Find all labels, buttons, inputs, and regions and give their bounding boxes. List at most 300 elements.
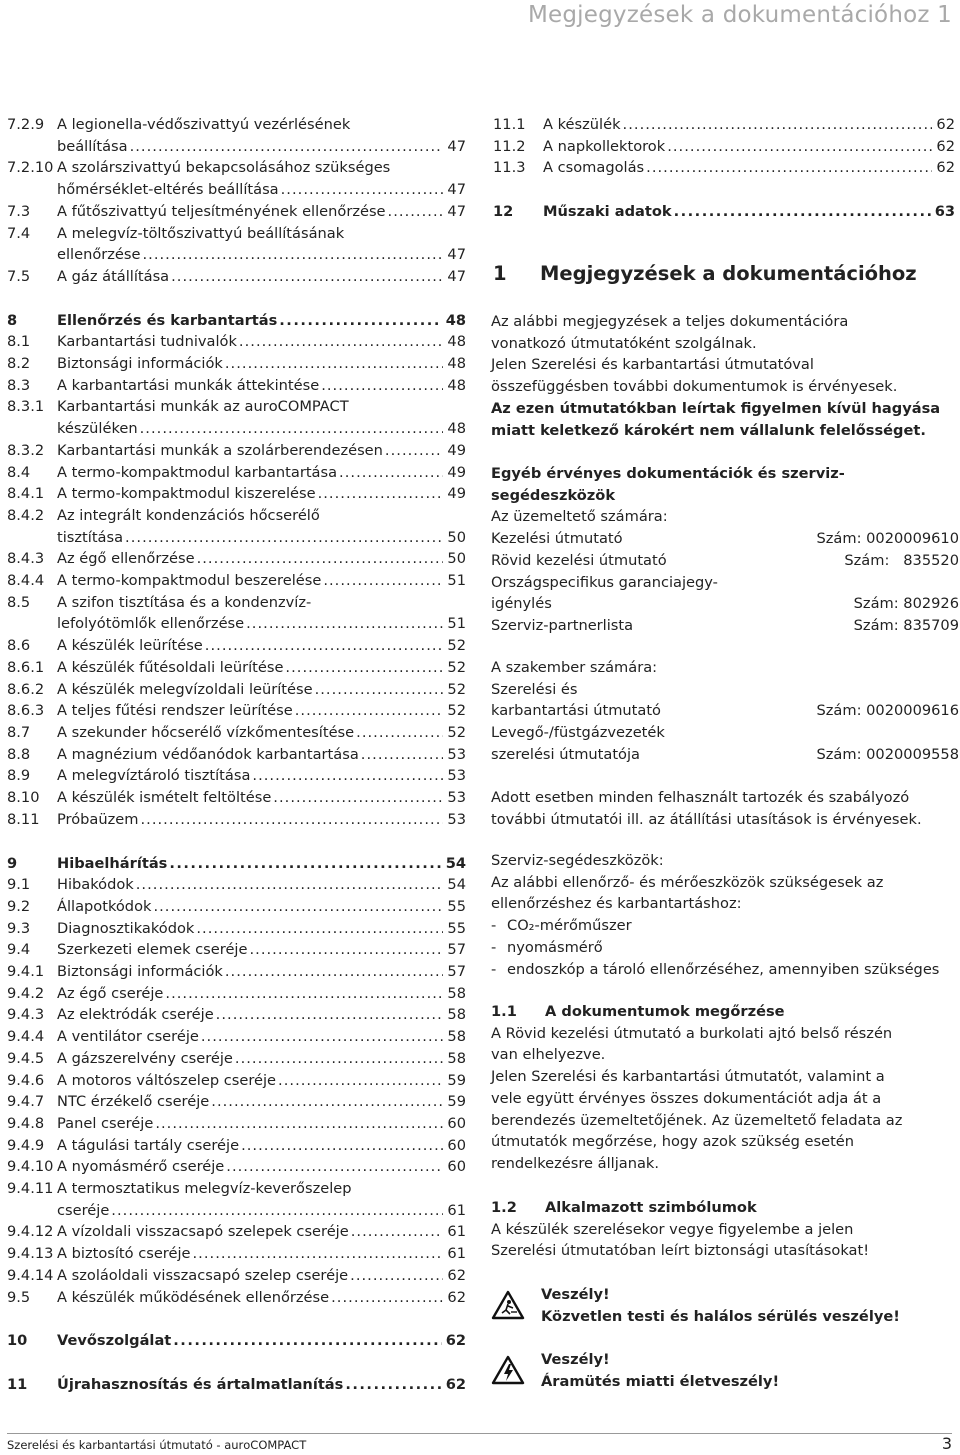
document-name: Szerelési és [491, 680, 578, 698]
toc-page-number: 58 [447, 1028, 466, 1046]
document-number: Szám: 835520 [844, 551, 959, 569]
paragraph-line: A készülék szerelésekor vegye figyelembe a jelen [491, 1220, 854, 1238]
toc-number: 12 [493, 203, 514, 221]
toc-number: 9.4.6 [7, 1071, 45, 1089]
toc-leader-dots [140, 809, 443, 831]
toc-chapter-entry[interactable] [493, 201, 955, 223]
toc-leader-dots [361, 744, 444, 766]
toc-entry[interactable] [7, 483, 466, 505]
toc-entry[interactable] [7, 505, 466, 548]
toc-title-line: A vízoldali visszacsapó szelepek cseréje [57, 1223, 349, 1241]
toc-leader-dots [278, 1070, 443, 1092]
liability-note: Az ezen útmutatókban leírtak figyelmen kívül hagyása [491, 399, 941, 417]
toc-page-number: 62 [447, 1288, 466, 1306]
toc-title-line: A készülék [543, 116, 621, 133]
toc-leader-dots [125, 527, 443, 549]
toc-title-line: A gáz átállítása [57, 267, 170, 285]
section-1-1 [491, 1001, 959, 1175]
toc-title-line: Karbantartási munkák az aurоCOMPACT [57, 398, 349, 416]
toc-title-line: hőmérséklet-eltérés beállítása [57, 181, 279, 199]
installer-label: A szakember számára: [491, 659, 658, 676]
toc-number: 9 [7, 854, 18, 872]
toc-number: 11 [7, 1375, 28, 1393]
toc-page-number: 47 [447, 267, 466, 285]
toc-entry[interactable] [7, 1178, 466, 1221]
paragraph-line: van elhelyezve. [491, 1046, 606, 1064]
toc-entry[interactable] [7, 331, 466, 353]
toc-leader-dots [205, 635, 444, 657]
toc-title-line: A melegvíztároló tisztítása [57, 767, 251, 785]
toc-number: 8.6.1 [7, 658, 45, 676]
toc-title-line: Biztonsági információk [57, 355, 223, 373]
toc-leader-dots [130, 136, 444, 158]
toc-entry[interactable] [7, 1113, 466, 1135]
toc-leader-dots [169, 853, 441, 875]
toc-title-line: A készülék fűtésoldali leürítése [57, 658, 284, 676]
toc-page-number: 55 [447, 897, 466, 915]
toc-number: 9.4 [7, 941, 31, 959]
section-title: Megjegyzések a dokumentációhoz [540, 262, 917, 285]
toc-page-number: 47 [447, 246, 466, 264]
toc-page-number: 63 [934, 203, 955, 221]
section-1-2 [491, 1197, 959, 1262]
toc-entry[interactable] [7, 440, 466, 462]
toc-number: 9.4.3 [7, 1006, 45, 1024]
toc-number: 9.4.13 [7, 1245, 54, 1263]
toc-title-line: Biztonsági információk [57, 963, 223, 981]
toc-entry[interactable] [7, 1070, 466, 1092]
warning-title: Veszély! [541, 1351, 610, 1368]
toc-number: 8.4.1 [7, 485, 45, 503]
toc-leader-dots [388, 201, 444, 223]
toc-title-line: A ventilátor cseréje [57, 1028, 199, 1046]
toc-page-number: 53 [447, 810, 466, 828]
toc-number: 8.5 [7, 593, 31, 611]
tools-list [491, 915, 959, 980]
other-documents [491, 463, 959, 637]
toc-title-line: Vevőszolgálat [57, 1332, 172, 1350]
toc-leader-dots [321, 375, 443, 397]
toc-leader-dots [345, 1374, 441, 1396]
toc-entry[interactable] [7, 896, 466, 918]
toc-leader-dots [674, 201, 931, 223]
toc-number: 9.4.11 [7, 1180, 54, 1198]
toc-number: 9.2 [7, 897, 31, 915]
toc-page-number: 49 [447, 463, 466, 481]
toc-leader-dots [315, 679, 444, 701]
toc-entry[interactable] [7, 375, 466, 397]
toc-gap [7, 288, 466, 310]
toc-page-number: 49 [447, 441, 466, 459]
toc-entry[interactable] [7, 983, 466, 1005]
toc-chapter-entry[interactable] [7, 1330, 466, 1352]
document-name: Szerviz-partnerlista [491, 616, 634, 634]
toc-number: 8.3.2 [7, 441, 45, 459]
toc-page-number: 62 [445, 1375, 466, 1393]
toc-page-number: 52 [447, 658, 466, 676]
toc-number: 9.4.12 [7, 1223, 54, 1241]
section-heading-1-1: 1.1 A dokumentumok megőrzése [491, 1003, 785, 1020]
toc-number: 8.6.3 [7, 702, 45, 720]
toc-title-line: A készülék működésének ellenőrzése [57, 1288, 330, 1306]
toc-entry[interactable] [493, 114, 955, 136]
toc-title-line: Hibaelhárítás [57, 854, 168, 872]
toc-entry[interactable] [7, 1243, 466, 1265]
intro-line: Az alábbi megjegyzések a teljes dokumentációra [491, 313, 849, 330]
warning-electric-shock [491, 1349, 779, 1392]
other-docs-title: segédeszközök [491, 486, 616, 504]
toc-entry[interactable] [7, 223, 466, 266]
toc-leader-dots [165, 983, 443, 1005]
toc-page-number: 57 [447, 963, 466, 981]
list-item: - nyomásmérő [491, 938, 603, 956]
toc-title-line: A szolárszivattyú bekapcsolásához szükséges [57, 159, 391, 177]
footer-document-title: Szerelési és karbantartási útmutató - aurоCOMPACT [7, 1438, 307, 1452]
toc-entry[interactable] [7, 114, 466, 157]
toc-title-line: Műszaki adatok [543, 203, 672, 221]
toc-title-line: A termo-kompaktmodul kiszerelése [57, 485, 316, 503]
toc-entry[interactable] [7, 1135, 466, 1157]
document-name: karbantartási útmutató [491, 702, 661, 720]
document-number: Szám: 0020009616 [816, 702, 959, 720]
toc-page-number: 62 [447, 1266, 466, 1284]
document-row [491, 615, 959, 637]
document-row [491, 528, 959, 550]
toc-title-line: Az integrált kondenzációs hőcserélő [57, 506, 320, 524]
toc-number: 9.4.1 [7, 963, 45, 981]
toc-number: 7.4 [7, 224, 31, 242]
toc-title-line: A csomagolás [543, 159, 645, 177]
toc-title-line: A tágulási tartály cseréje [57, 1136, 240, 1154]
toc-entry[interactable] [7, 657, 466, 679]
document-row [491, 593, 959, 615]
page-number: 3 [941, 1434, 952, 1453]
paragraph-line: berendezés üzemeltetőjének. Az üzemeltető feladata az [491, 1111, 903, 1129]
toc-title-line: A szoláoldali visszacsapó szelep cseréje [57, 1266, 349, 1284]
toc-leader-dots [279, 310, 441, 332]
toc-leader-dots [235, 1048, 444, 1070]
toc-leader-dots [273, 787, 443, 809]
table-of-contents-right [493, 114, 955, 223]
toc-page-number: 50 [447, 550, 466, 568]
toc-entry[interactable] [7, 809, 466, 831]
document-row [491, 572, 959, 594]
toc-title-line: készüléken [57, 420, 138, 438]
toc-entry[interactable] [7, 353, 466, 375]
toc-title-line: Panel cseréje [57, 1114, 154, 1132]
toc-number: 8 [7, 311, 18, 329]
toc-leader-dots [211, 1091, 443, 1113]
document-row [491, 722, 959, 744]
toc-gap [7, 831, 466, 853]
toc-leader-dots [226, 1156, 443, 1178]
toc-page-number: 52 [447, 723, 466, 741]
paragraph-line: vele együtt érvényes összes dokumentációt adja át a [491, 1089, 882, 1107]
toc-page-number: 50 [447, 528, 466, 546]
toc-number: 9.4.7 [7, 1093, 45, 1111]
toc-leader-dots [193, 1243, 444, 1265]
toc-leader-dots [246, 613, 443, 635]
toc-entry[interactable] [7, 1048, 466, 1070]
toc-entry[interactable] [7, 396, 466, 439]
toc-title-line: NTC érzékelő cseréje [57, 1093, 210, 1111]
toc-leader-dots [111, 1200, 443, 1222]
toc-number: 8.4 [7, 463, 31, 481]
toc-entry[interactable] [7, 722, 466, 744]
toc-page-number: 57 [447, 941, 466, 959]
section-heading-1 [493, 262, 917, 285]
toc-entry[interactable] [7, 679, 466, 701]
toc-number: 9.4.5 [7, 1049, 45, 1067]
warning-title: Veszély! [541, 1286, 610, 1303]
liability-note: miatt keletkező károkért nem vállalunk felelősséget. [491, 421, 926, 439]
toc-title-line: Karbantartási munkák a szolárberendezésen [57, 441, 383, 459]
toc-entry[interactable] [7, 787, 466, 809]
toc-title-line: A melegvíz-töltőszivattyú beállításának [57, 224, 345, 242]
toc-entry[interactable] [7, 201, 466, 223]
section-number: 1 [493, 262, 507, 285]
document-name: Rövid kezelési útmutató [491, 551, 667, 569]
toc-title-line: A szifon tisztítása és a kondenzvíz- [57, 593, 312, 611]
toc-page-number: 55 [447, 919, 466, 937]
toc-title-line: Az elektródák cseréje [57, 1006, 214, 1024]
toc-page-number: 58 [447, 1049, 466, 1067]
toc-page-number: 62 [936, 137, 955, 155]
toc-entry[interactable] [7, 266, 466, 288]
toc-page-number: 62 [445, 1332, 466, 1350]
toc-page-number: 53 [447, 767, 466, 785]
installer-documents [491, 657, 959, 766]
section-heading-1-2: 1.2 Alkalmazott szimbólumok [491, 1199, 757, 1216]
document-number: Szám: 835709 [853, 616, 959, 634]
toc-leader-dots [281, 179, 444, 201]
toc-number: 9.4.2 [7, 984, 45, 1002]
toc-entry[interactable] [7, 157, 466, 200]
toc-chapter-entry[interactable] [7, 853, 466, 875]
toc-entry[interactable] [7, 700, 466, 722]
toc-title-line: Diagnosztikakódok [57, 919, 195, 937]
toc-leader-dots [339, 462, 443, 484]
toc-number: 8.9 [7, 767, 31, 785]
toc-page-number: 51 [447, 572, 466, 590]
toc-number: 7.3 [7, 202, 31, 220]
toc-title-line: A fűtőszivattyú teljesítményének ellenőrzése [57, 202, 386, 220]
electric-shock-icon [491, 1355, 525, 1385]
toc-leader-dots [351, 1221, 444, 1243]
toc-number: 8.8 [7, 745, 31, 763]
document-name: Levegő-/füstgázvezeték [491, 724, 665, 742]
toc-page-number: 53 [447, 745, 466, 763]
toc-title-line: Ellenőrzés és karbantartás [57, 311, 278, 329]
toc-page-number: 60 [447, 1158, 466, 1176]
toc-leader-dots [667, 136, 932, 158]
paragraph-line: rendelkezésre álljanak. [491, 1154, 659, 1172]
toc-page-number: 54 [447, 876, 466, 894]
toc-title-line: A legionella-védőszivattyú vezérlésének [57, 116, 351, 133]
toc-leader-dots [239, 331, 444, 353]
toc-chapter-entry[interactable] [7, 310, 466, 332]
toc-entry[interactable] [7, 918, 466, 940]
toc-page-number: 48 [447, 333, 466, 351]
footer-divider [7, 1433, 952, 1434]
toc-number: 8.4.3 [7, 550, 45, 568]
toc-entry[interactable] [7, 548, 466, 570]
toc-title-line: Karbantartási tudnivalók [57, 333, 237, 351]
toc-entry[interactable] [7, 939, 466, 961]
toc-title-line: A magnézium védőanódok karbantartása [57, 745, 359, 763]
toc-leader-dots [623, 114, 933, 136]
toc-leader-dots [197, 548, 444, 570]
toc-title-line: A biztosító cseréje [57, 1245, 191, 1263]
toc-entry[interactable] [7, 592, 466, 635]
toc-entry[interactable] [7, 744, 466, 766]
toc-leader-dots [136, 874, 444, 896]
operator-docs-list [491, 528, 959, 637]
toc-page-number: 58 [447, 1006, 466, 1024]
toc-title-line: beállítása [57, 137, 128, 155]
toc-leader-dots [285, 657, 443, 679]
toc-entry[interactable] [7, 1091, 466, 1113]
toc-title-line: Az égő ellenőrzése [57, 550, 195, 568]
toc-number: 8.3 [7, 376, 31, 394]
toc-entry[interactable] [493, 136, 955, 158]
installer-docs-list [491, 679, 959, 766]
toc-entry[interactable] [7, 1004, 466, 1026]
toc-page-number: 48 [447, 376, 466, 394]
toc-gap [493, 179, 955, 201]
toc-entry[interactable] [7, 874, 466, 896]
toc-leader-dots [350, 1265, 443, 1287]
toc-entry[interactable] [7, 1221, 466, 1243]
toc-leader-dots [142, 244, 443, 266]
toc-title-line: A gázszerelvény cseréje [57, 1049, 233, 1067]
document-row [491, 679, 959, 701]
intro-line: vonatkozó útmutatóként szolgálnak. [491, 334, 757, 352]
toc-entry[interactable] [7, 961, 466, 983]
toc-leader-dots [140, 418, 444, 440]
toc-leader-dots [295, 700, 444, 722]
toc-leader-dots [225, 353, 444, 375]
toc-page-number: 47 [447, 181, 466, 199]
toc-leader-dots [331, 1287, 443, 1309]
toc-entry[interactable] [7, 1265, 466, 1287]
toc-number: 11.3 [493, 159, 526, 177]
service-tools-intro: ellenőrzéshez és karbantartáshoz: [491, 895, 742, 913]
toc-title-line: A motoros váltószelep cseréje [57, 1071, 277, 1089]
toc-entry[interactable] [7, 462, 466, 484]
toc-entry[interactable] [7, 1287, 466, 1309]
toc-title-line: Próbaüzem [57, 810, 139, 828]
toc-page-number: 61 [447, 1223, 466, 1241]
intro-line: Jelen Szerelési és karbantartási útmutatóval [491, 356, 814, 374]
intro-line: összefüggésben további dokumentumok is érvényesek. [491, 378, 898, 396]
toc-page-number: 52 [447, 680, 466, 698]
toc-entry[interactable] [7, 1156, 466, 1178]
toc-page-number: 47 [447, 137, 466, 155]
page-header-title: Megjegyzések a dokumentációhoz 1 [527, 2, 952, 28]
toc-page-number: 53 [447, 789, 466, 807]
document-row [491, 700, 959, 722]
toc-leader-dots [252, 765, 443, 787]
paragraph-line: Szerelési útmutatóban leírt biztonsági utasításokat! [491, 1242, 870, 1260]
toc-page-number: 60 [447, 1114, 466, 1132]
toc-number: 11.2 [493, 137, 526, 155]
document-row [491, 744, 959, 766]
toc-page-number: 48 [445, 311, 466, 329]
toc-page-number: 48 [447, 420, 466, 438]
toc-title-line: tisztítása [57, 528, 124, 546]
toc-title-line: A szekunder hőcserélő vízkőmentesítése [57, 723, 355, 741]
toc-number: 7.2.9 [7, 116, 45, 133]
table-of-contents-left [7, 114, 466, 1396]
toc-page-number: 48 [447, 355, 466, 373]
toc-page-number: 61 [447, 1201, 466, 1219]
list-item: - endoszkóp a tároló ellenőrzéséhez, amennyiben szükséges [491, 960, 940, 978]
toc-leader-dots [173, 1330, 441, 1352]
toc-leader-dots [646, 157, 932, 179]
paragraph-line: útmutatók megőrzése, hogy azok szükség esetén [491, 1133, 855, 1151]
toc-entry[interactable] [7, 570, 466, 592]
toc-title-line: A teljes fűtési rendszer leürítése [57, 702, 293, 720]
toc-leader-dots [356, 722, 443, 744]
paragraph-line: A Rövid kezelési útmutató a burkolati ajtó belső részén [491, 1024, 893, 1042]
toc-number: 8.1 [7, 333, 31, 351]
toc-number: 8.11 [7, 810, 40, 828]
toc-leader-dots [225, 961, 444, 983]
toc-number: 8.7 [7, 723, 31, 741]
toc-number: 9.4.9 [7, 1136, 45, 1154]
document-name: igénylés [491, 595, 552, 613]
toc-leader-dots [318, 483, 444, 505]
toc-number: 8.4.4 [7, 572, 45, 590]
toc-entry[interactable] [493, 157, 955, 179]
toc-gap [7, 1308, 466, 1330]
toc-page-number: 49 [447, 485, 466, 503]
toc-leader-dots [201, 1026, 444, 1048]
toc-entry[interactable] [7, 1026, 466, 1048]
toc-number: 9.4.14 [7, 1266, 54, 1284]
toc-leader-dots [216, 1004, 444, 1026]
document-number: Szám: 802926 [853, 595, 959, 613]
toc-title-line: A készülék melegvízoldali leürítése [57, 680, 313, 698]
toc-number: 11.1 [493, 116, 526, 133]
toc-number: 9.4.10 [7, 1158, 54, 1176]
warning-personal-injury [491, 1284, 900, 1327]
toc-number: 8.4.2 [7, 506, 45, 524]
operator-label: Az üzemeltető számára: [491, 508, 668, 526]
toc-title-line: A készülék ismételt feltöltése [57, 789, 272, 807]
toc-entry[interactable] [7, 635, 466, 657]
accessory-note [491, 787, 959, 830]
toc-leader-dots [385, 440, 444, 462]
toc-page-number: 61 [447, 1245, 466, 1263]
toc-number: 8.6.2 [7, 680, 45, 698]
document-number: Szám: 0020009610 [816, 530, 959, 548]
toc-title-line: Hibakódok [57, 876, 134, 894]
toc-chapter-entry[interactable] [7, 1374, 466, 1396]
note-line: Adott esetben minden felhasznált tartozék és szabályozó [491, 789, 910, 806]
document-name: szerelési útmutatója [491, 745, 640, 763]
section-1-body [491, 311, 959, 441]
paragraph-line: Jelen Szerelési és karbantartási útmutatót, valamint a [491, 1068, 885, 1086]
service-tools-intro: Az alábbi ellenőrző- és mérőeszközök szükségesek az [491, 873, 884, 891]
toc-number: 8.6 [7, 637, 31, 655]
document-number: Szám: 0020009558 [816, 745, 959, 763]
toc-leader-dots [155, 1113, 443, 1135]
toc-number: 8.2 [7, 355, 31, 373]
toc-entry[interactable] [7, 765, 466, 787]
toc-title-line: A napkollektorok [543, 137, 666, 155]
